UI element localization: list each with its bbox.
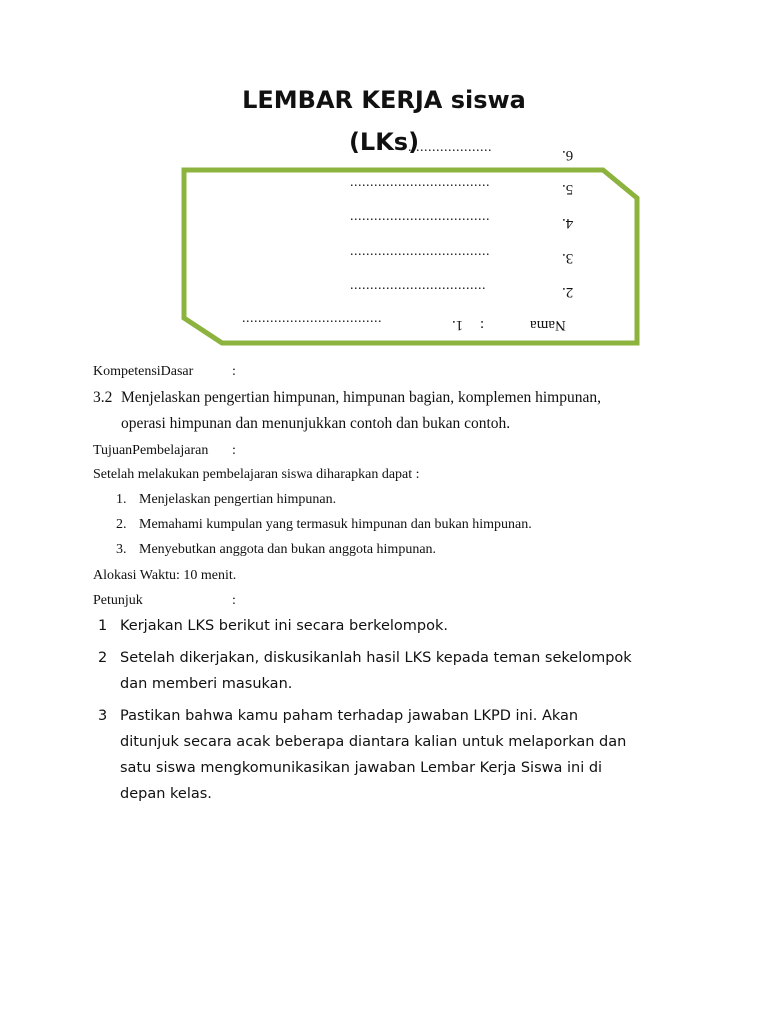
title-line-1: LEMBAR KERJA siswa <box>242 86 526 114</box>
alokasi-waktu: Alokasi Waktu: 10 menit. <box>93 568 237 583</box>
petunjuk-item-3-line-2: ditunjuk secara acak beberapa diantara kalian untuk melaporkan dan <box>120 734 627 750</box>
entry-3: 3. <box>562 250 574 266</box>
kompetensi-label: KompetensiDasar <box>93 364 194 379</box>
petunjuk-colon: : <box>232 593 236 608</box>
petunjuk-item-3-line-4: depan kelas. <box>120 786 212 802</box>
entry-4: 4. <box>562 215 574 231</box>
petunjuk-item-3-line-3: satu siswa mengkomunikasikan jawaban Lembar Kerja Siswa ini di <box>120 760 603 776</box>
tujuan-label: TujuanPembelajaran <box>93 443 209 458</box>
petunjuk-item-2-line-1: Setelah dikerjakan, diskusikanlah hasil LKS kepada teman sekelompok <box>120 650 632 666</box>
petunjuk-item-3-num: 3 <box>98 708 108 724</box>
petunjuk-item-2-line-2: dan memberi masukan. <box>120 676 293 692</box>
petunjuk-item-3-line-1: Pastikan bahwa kamu paham terhadap jawaban LKPD ini. Akan <box>120 708 579 724</box>
tujuan-item-2-text: Memahami kumpulan yang termasuk himpunan dan bukan himpunan. <box>139 517 532 532</box>
dots-row-6: ..................... <box>408 140 492 155</box>
dots-row-5: ................................... <box>350 175 490 190</box>
petunjuk-item-1-num: 1 <box>98 618 108 634</box>
entry-1: 1. <box>452 317 464 333</box>
kompetensi-colon: : <box>232 364 236 379</box>
tujuan-item-1-text: Menjelaskan pengertian himpunan. <box>139 492 337 507</box>
tujuan-item-2-num: 2. <box>116 517 127 532</box>
petunjuk-item-2-num: 2 <box>98 650 108 666</box>
tujuan-item-3-text: Menyebutkan anggota dan bukan anggota himpunan. <box>139 542 437 557</box>
tujuan-intro: Setelah melakukan pembelajaran siswa diharapkan dapat : <box>93 467 420 482</box>
kompetensi-number: 3.2 <box>93 389 113 406</box>
title-line-2: (LKs) <box>348 128 420 156</box>
dots-row-3: ................................... <box>350 244 490 259</box>
nama-label: Nama <box>530 317 566 333</box>
dots-row-2: .................................. <box>350 278 486 293</box>
entry-6: 6. <box>562 147 574 163</box>
tujuan-item-3-num: 3. <box>116 542 127 557</box>
kompetensi-line-2: operasi himpunan dan menunjukkan contoh dan bukan contoh. <box>121 415 511 432</box>
kompetensi-line-1: Menjelaskan pengertian himpunan, himpunan bagian, komplemen himpunan, <box>121 389 601 406</box>
dots-row-1: ................................... <box>242 311 382 326</box>
tujuan-colon: : <box>232 443 236 458</box>
tujuan-item-1-num: 1. <box>116 492 127 507</box>
dots-row-4: ................................... <box>350 209 490 224</box>
entry-2: 2. <box>562 284 574 300</box>
petunjuk-item-1-line-1: Kerjakan LKS berikut ini secara berkelompok. <box>120 618 448 634</box>
entry-5: 5. <box>562 181 574 197</box>
nama-colon: : <box>480 317 485 333</box>
petunjuk-label: Petunjuk <box>93 593 143 608</box>
